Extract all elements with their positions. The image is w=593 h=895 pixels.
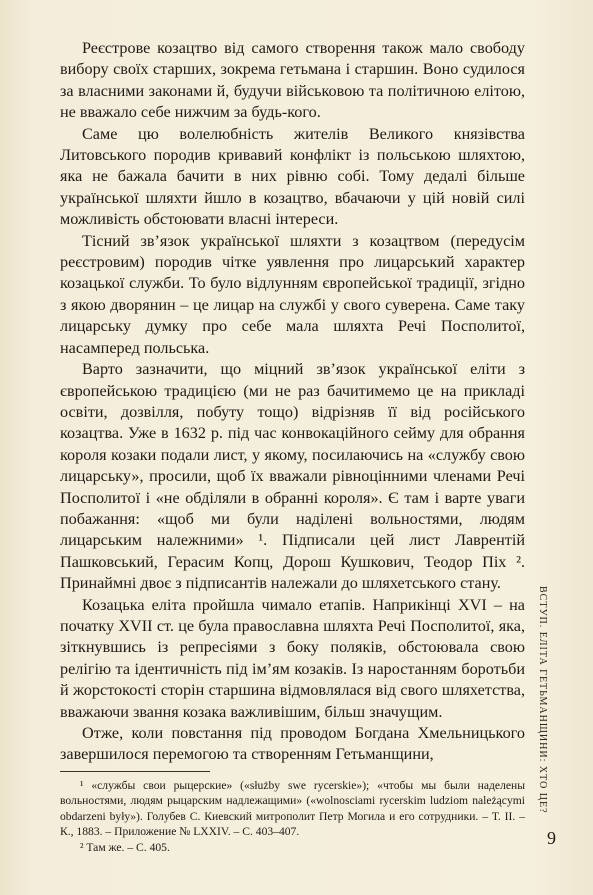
paragraph: Саме цю волелюбність жителів Великого князівства Литовського породив кривавий конфлікт із польською шляхтою, яка не бажала бачити в них рівню собі. Тому дедалі більше української шляхти йшло в козацтво, вбачаючи у цій новій силі можливість обстоювати власні інтереси.	[60, 124, 525, 229]
page-number: 9	[547, 828, 556, 848]
main-text	[60, 38, 525, 766]
paragraph: Варто зазначити, що міцний зв’язок української еліти з європейською традицією (ми не раз бачитимемо це на прикладі освіти, дозвілля, побуту тощо) відрізняв її від російського козацтва. Уже в 1632 р. під час конвокаційного сейму для обрання короля козаки подали лист, у якому, посилаючись на «службу свою лицарську», просили, щоб їх вважали рівноцінними членами Речі Посполитої і «не обділяли в обранні короля». Є там і варте уваги побажання: «щоб ми були наділені вольностями, людям лицарським належними» ¹. Підписали цей лист Лаврентій Пашковський, Герасим Копц, Дорош Кушкович, Теодор Піх ². Принаймні двоє з підписантів належали до шляхетського стану.	[60, 360, 525, 593]
paragraph: Отже, коли повстання під проводом Богдана Хмельницького завершилося перемогою та створенням Гетьманщини,	[60, 724, 525, 764]
running-header: ВСТУП. ЕЛІТА ГЕТЬМАНЩИНИ: ХТО ЦЕ?	[537, 586, 548, 814]
paragraph: Козацька еліта пройшла чимало етапів. Наприкінці XVI – на початку XVII ст. це була православна шляхта Речі Посполитої, яка, зіткнувшись із репресіями з боку поляків, обстоювала свою релігію та ідентичність під ім’ям козаків. Із наростанням боротьби й жорстокості сторін старшина відмовлялася від свого шляхетства, вважаючи звання козака важливішим, більш значущим.	[60, 595, 525, 721]
paragraph: Реєстрове козацтво від самого створення також мало свободу вибору своїх старших, зокрема гетьмана і старшин. Воно судилося за власними законами й, будучи військовою та політичною елітою, не вважало себе нижчим за будь-кого.	[60, 39, 525, 122]
footnote-divider	[60, 771, 210, 772]
paragraph: Тісний зв’язок української шляхти з козацтвом (передусім реєстровим) породив чітке уявлення про лицарський характер козацької служби. То було відлунням європейської традиції, згідно з якою дворянин – це лицар на службі у свого суверена. Саме таку лицарську думку про себе мала шляхта Речі Посполитої, насамперед польська.	[60, 231, 525, 357]
footnotes	[60, 778, 525, 855]
footnote: ¹ «службы свои рыцерские» («służby swe rycerskie»); «чтобы мы были наделены вольностями, людям рыцарским надлежащими» («wolnosciami rycerskim ludziom należącymi obdarzeni były»). Голубев С. Киевский митрополит Петр Могила и его сотрудники. – Т. II. – К., 1883. – Приложение № LXXIV. – С. 403–407.	[60, 779, 525, 839]
footnote: ² Там же. – С. 405.	[80, 840, 170, 854]
